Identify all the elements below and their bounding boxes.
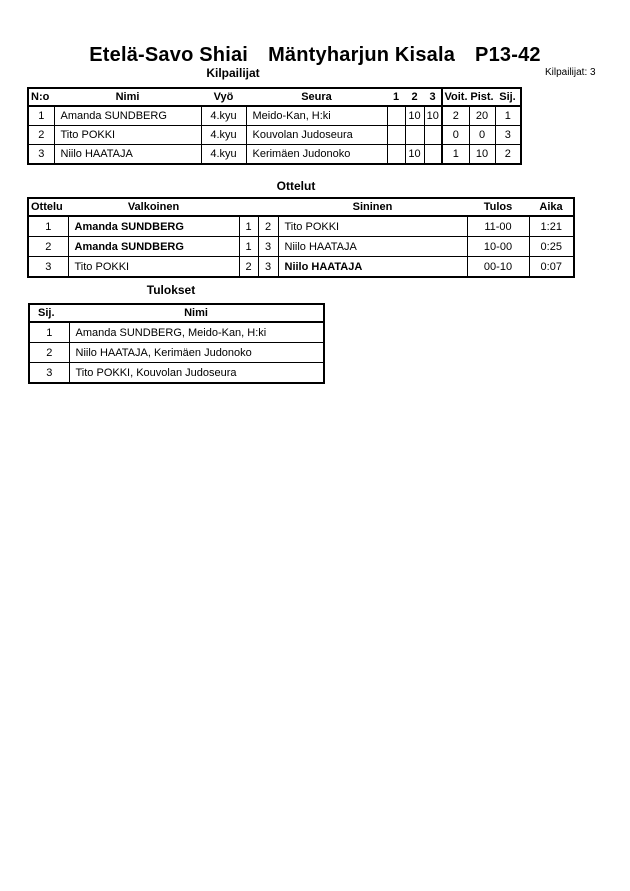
- cell-no: 1: [28, 106, 54, 126]
- cell-match-number: 2: [28, 237, 68, 257]
- cell-voit: 1: [442, 145, 469, 165]
- col-header-white-number: [239, 198, 258, 216]
- match-row: [28, 257, 574, 278]
- cell-placement: 3: [29, 363, 69, 384]
- section-heading-ottelut: Ottelut: [276, 179, 316, 193]
- col-header-vyo: Vyö: [201, 88, 246, 106]
- cell-voit: 0: [442, 126, 469, 145]
- cell-pist: 10: [469, 145, 495, 165]
- cell-aika: 0:25: [529, 237, 574, 257]
- cell-score-2: 10: [405, 106, 424, 126]
- cell-white-number: 2: [239, 257, 258, 278]
- competitor-count-label: Kilpailijat: 3: [545, 67, 596, 78]
- cell-aika: 1:21: [529, 216, 574, 237]
- cell-seura: Meido-Kan, H:ki: [246, 106, 387, 126]
- cell-seura: Kouvolan Judoseura: [246, 126, 387, 145]
- result-row: [29, 343, 324, 363]
- col-header-blue-number: [258, 198, 278, 216]
- cell-white-name: Amanda SUNDBERG: [68, 216, 239, 237]
- cell-white-name: Amanda SUNDBERG: [68, 237, 239, 257]
- match-row: [28, 237, 574, 257]
- cell-name-club: Niilo HAATAJA, Kerimäen Judonoko: [69, 343, 324, 363]
- cell-placement: 2: [29, 343, 69, 363]
- cell-blue-number: 3: [258, 257, 278, 278]
- cell-blue-number: 3: [258, 237, 278, 257]
- cell-vyo: 4.kyu: [201, 126, 246, 145]
- col-header-sij: Sij.: [29, 304, 69, 322]
- cell-vyo: 4.kyu: [201, 145, 246, 165]
- cell-tulos: 00-10: [467, 257, 529, 278]
- cell-score-3: [424, 145, 442, 165]
- col-header-opponent-1: 1: [387, 88, 405, 106]
- competitors-header-row: [28, 88, 521, 106]
- page-title-venue: Mäntyharjun Kisala: [268, 44, 456, 66]
- section-heading-tulokset: Tulokset: [146, 283, 196, 297]
- cell-blue-name: Niilo HAATAJA: [278, 257, 467, 278]
- competitors-table: [27, 87, 522, 165]
- cell-sij: 2: [495, 145, 521, 165]
- cell-score-1: [387, 106, 405, 126]
- col-header-opponent-2: 2: [405, 88, 424, 106]
- matches-header-row: [28, 198, 574, 216]
- matches-table: [27, 197, 575, 278]
- page-title: [0, 44, 630, 67]
- section-heading-kilpailijat: Kilpailijat: [206, 66, 260, 80]
- cell-blue-name: Tito POKKI: [278, 216, 467, 237]
- results-table: [28, 303, 325, 384]
- cell-name-club: Tito POKKI, Kouvolan Judoseura: [69, 363, 324, 384]
- cell-tulos: 10-00: [467, 237, 529, 257]
- match-row: [28, 216, 574, 237]
- competitor-row: [28, 126, 521, 145]
- result-row: [29, 363, 324, 384]
- col-header-aika: Aika: [529, 198, 574, 216]
- cell-nimi: Amanda SUNDBERG: [54, 106, 201, 126]
- cell-nimi: Niilo HAATAJA: [54, 145, 201, 165]
- col-header-seura: Seura: [246, 88, 387, 106]
- cell-white-number: 1: [239, 237, 258, 257]
- cell-blue-name: Niilo HAATAJA: [278, 237, 467, 257]
- cell-blue-number: 2: [258, 216, 278, 237]
- col-header-nimi: Nimi: [54, 88, 201, 106]
- col-header-opponent-3: 3: [424, 88, 442, 106]
- col-header-valkoinen: Valkoinen: [68, 198, 239, 216]
- cell-voit: 2: [442, 106, 469, 126]
- cell-name-club: Amanda SUNDBERG, Meido-Kan, H:ki: [69, 322, 324, 343]
- col-header-ottelu: Ottelu: [28, 198, 68, 216]
- competitor-row: [28, 145, 521, 165]
- cell-pist: 0: [469, 126, 495, 145]
- cell-tulos: 11-00: [467, 216, 529, 237]
- cell-match-number: 1: [28, 216, 68, 237]
- cell-score-3: [424, 126, 442, 145]
- result-row: [29, 322, 324, 343]
- col-header-tulos: Tulos: [467, 198, 529, 216]
- cell-nimi: Tito POKKI: [54, 126, 201, 145]
- col-header-nimi: Nimi: [69, 304, 324, 322]
- cell-score-1: [387, 126, 405, 145]
- cell-sij: 3: [495, 126, 521, 145]
- col-header-sininen: Sininen: [278, 198, 467, 216]
- cell-score-2: [405, 126, 424, 145]
- page-title-event: Etelä-Savo Shiai: [89, 44, 249, 66]
- cell-white-number: 1: [239, 216, 258, 237]
- col-header-pist: Pist.: [469, 88, 495, 106]
- cell-aika: 0:07: [529, 257, 574, 278]
- col-header-sij: Sij.: [495, 88, 521, 106]
- cell-match-number: 3: [28, 257, 68, 278]
- cell-no: 3: [28, 145, 54, 165]
- cell-score-1: [387, 145, 405, 165]
- col-header-no: N:o: [28, 88, 54, 106]
- cell-sij: 1: [495, 106, 521, 126]
- cell-score-3: 10: [424, 106, 442, 126]
- cell-vyo: 4.kyu: [201, 106, 246, 126]
- cell-score-2: 10: [405, 145, 424, 165]
- cell-seura: Kerimäen Judonoko: [246, 145, 387, 165]
- cell-pist: 20: [469, 106, 495, 126]
- results-header-row: [29, 304, 324, 322]
- cell-placement: 1: [29, 322, 69, 343]
- col-header-voit: Voit.: [442, 88, 469, 106]
- cell-no: 2: [28, 126, 54, 145]
- competitor-row: [28, 106, 521, 126]
- page-title-category: P13-42: [475, 44, 541, 66]
- cell-white-name: Tito POKKI: [68, 257, 239, 278]
